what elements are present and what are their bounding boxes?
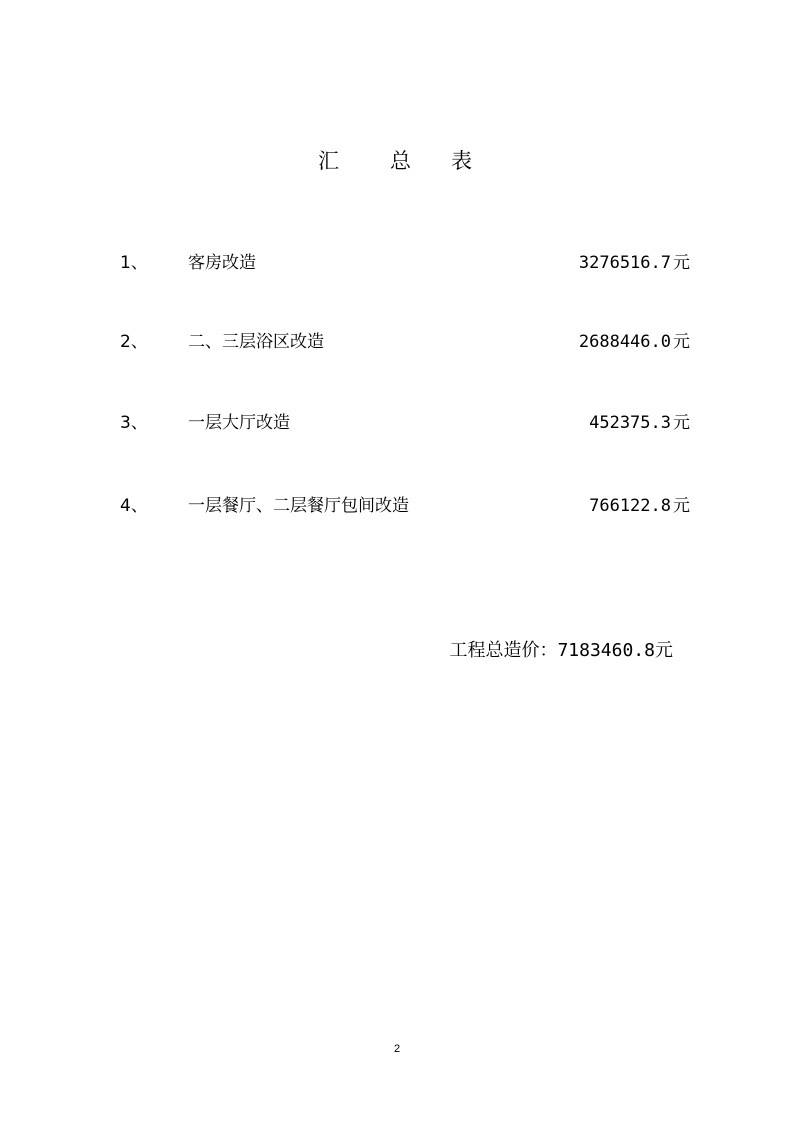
title-char-3: 表 <box>451 149 472 173</box>
page-number: 2 <box>393 1043 401 1055</box>
summary-row <box>0 410 794 436</box>
row-label: 一层大厅改造 <box>188 413 290 433</box>
row-number: 1、 <box>120 253 148 273</box>
title-char-1: 汇 <box>318 149 339 173</box>
summary-row <box>0 329 794 355</box>
summary-row <box>0 493 794 519</box>
row-amount <box>579 250 690 276</box>
total-label: 工程总造价： <box>449 640 558 661</box>
total-cost <box>449 638 673 664</box>
amount-unit: 元 <box>673 253 690 273</box>
row-number: 2、 <box>120 332 148 352</box>
summary-row <box>0 250 794 276</box>
amount-value: 452375.3 <box>589 413 671 433</box>
row-amount <box>589 493 690 519</box>
amount-value: 2688446.0 <box>578 332 671 352</box>
row-number: 3、 <box>120 413 148 433</box>
row-amount <box>589 410 690 436</box>
row-number: 4、 <box>120 496 148 516</box>
row-label: 客房改造 <box>188 253 256 273</box>
title-char-2: 总 <box>390 149 411 173</box>
amount-unit: 元 <box>673 413 690 433</box>
row-label: 一层餐厅、二层餐厅包间改造 <box>188 496 409 516</box>
total-value: 7183460.8 <box>557 640 655 661</box>
amount-unit: 元 <box>673 496 690 516</box>
document-title <box>0 146 794 176</box>
amount-value: 3276516.7 <box>578 253 671 273</box>
row-amount <box>579 329 690 355</box>
row-label: 二、三层浴区改造 <box>188 332 324 352</box>
amount-unit: 元 <box>673 332 690 352</box>
total-unit: 元 <box>655 640 673 661</box>
amount-value: 766122.8 <box>589 496 671 516</box>
